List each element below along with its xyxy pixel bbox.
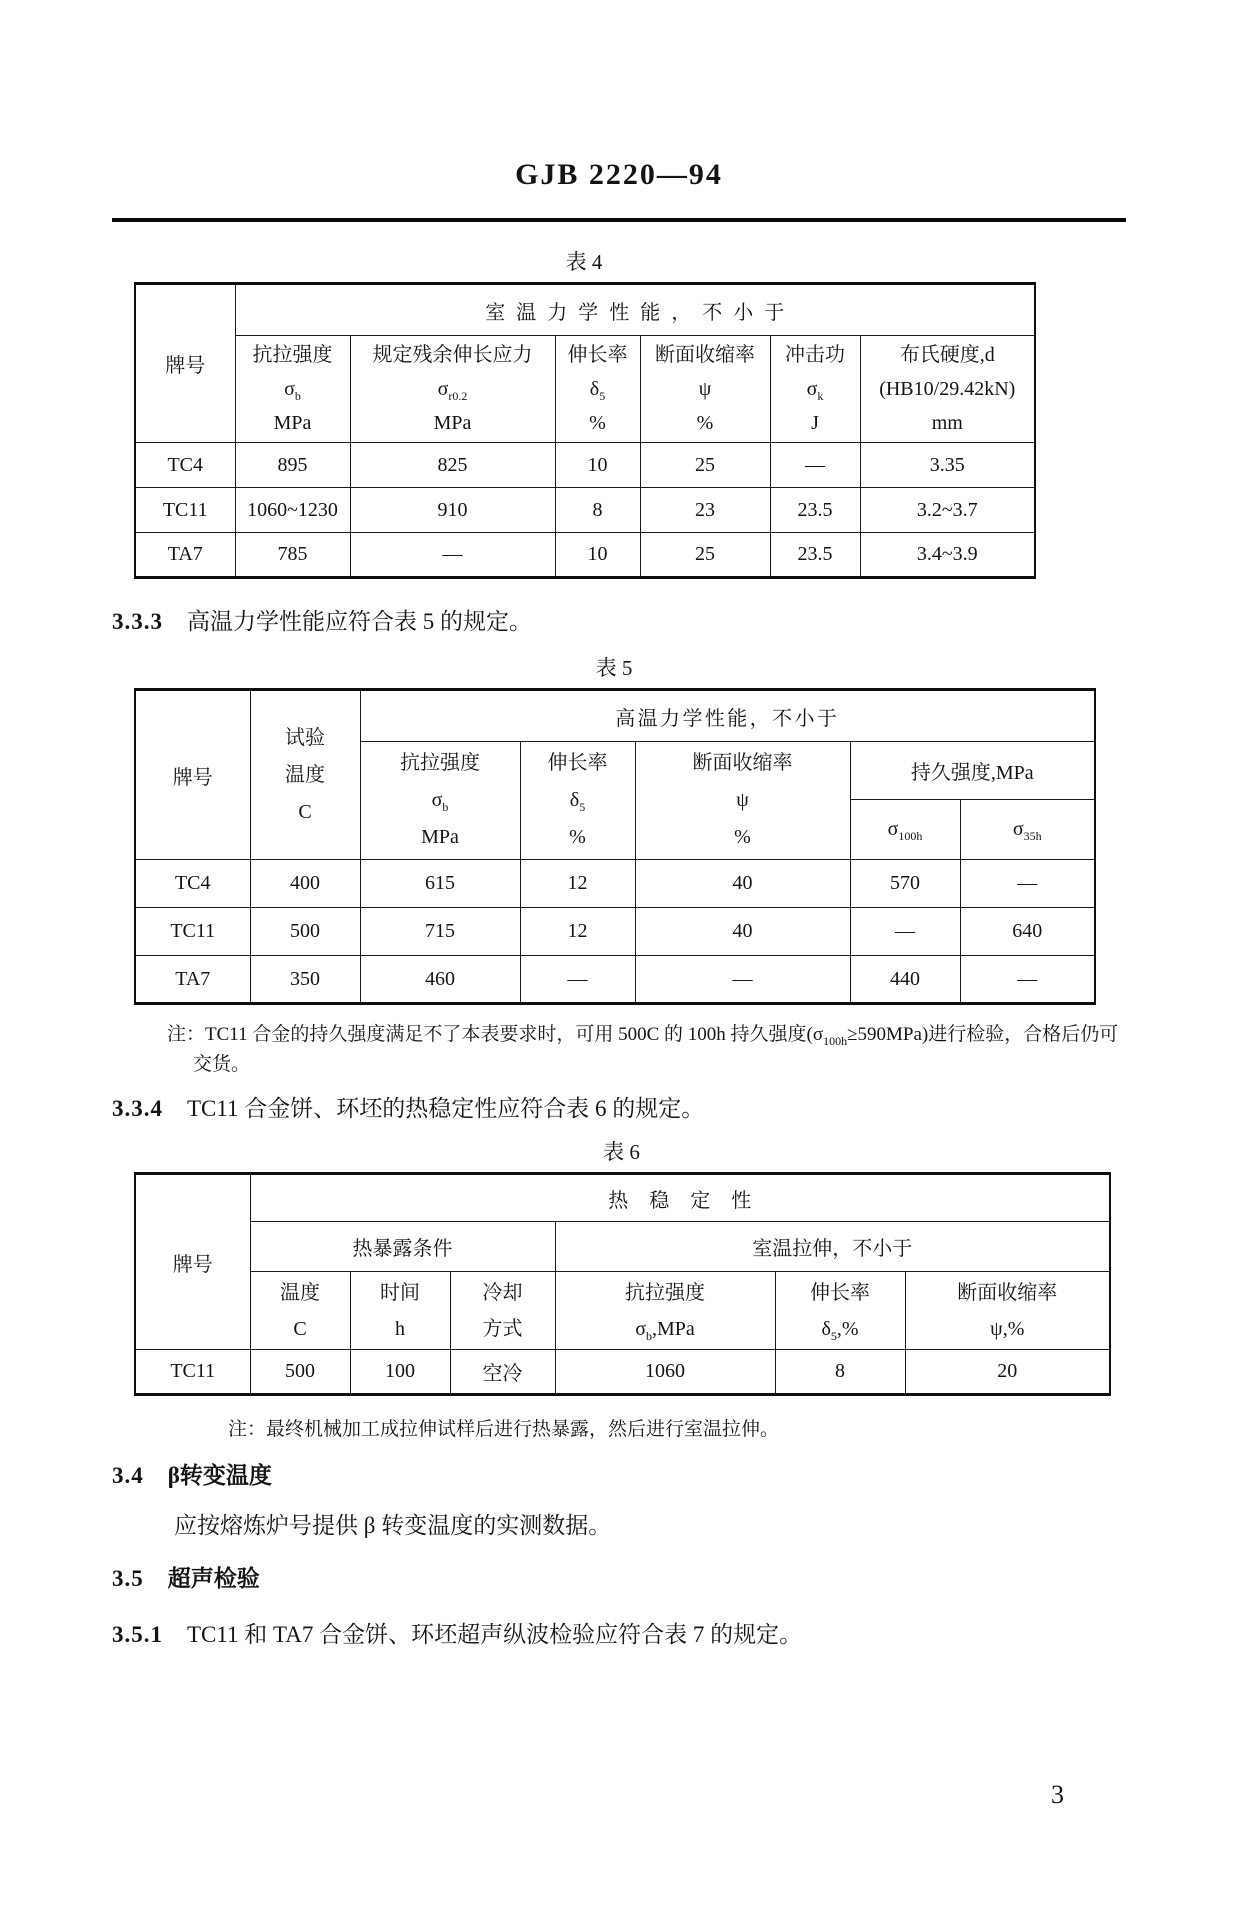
table5-span-header: 高温力学性能，不小于 [360, 690, 1095, 742]
section-3-5-1 [112, 1620, 1126, 1650]
table6-note: 注：最终机械加工成拉伸试样后进行热暴露，然后进行室温拉伸。 [228, 1419, 780, 1440]
section-number: 3.3.3 [112, 609, 163, 634]
table5-row-ta7: TA7 350 460 — — 440 — [135, 956, 1095, 1004]
header-rule [112, 218, 1126, 222]
table5-row-tc4: TC4 400 615 12 40 570 — [135, 860, 1095, 908]
table4-row-tc11: TC11 1060~1230 910 8 23 23.5 3.2~3.7 [135, 488, 1035, 533]
table5-note: 注：TC11 合金的持久强度满足不了本表要求时，可用 500C 的 100h 持久强度$(\sigma_{100h}\ge 590MPa)$进行检验，合格后仍可 交货。 [167, 1024, 1119, 1075]
section-text: 高温力学性能应符合表 5 的规定。 [187, 609, 532, 634]
section-3-5 [112, 1564, 1126, 1594]
table5-endurance-header: 持久强度,MPa [850, 742, 1095, 800]
table-5 [134, 688, 1096, 1005]
table6-col-cooling: 冷却 方式 [450, 1272, 555, 1350]
section-text: TC11 合金饼、环坯的热稳定性应符合表 6 的规定。 [187, 1096, 705, 1121]
section-3-3-4 [112, 1094, 1126, 1124]
table4-col-hardness: 布氏硬度,d (HB10/29.42kN) mm [860, 336, 1035, 443]
table5-col-sigma-100h: $\sigma_{100h}$ [850, 800, 960, 860]
table5-col-reduction: 断面收缩率 ψ % [635, 742, 850, 860]
table5-col-elongation: 伸长率 $\delta_5$ % [520, 742, 635, 860]
section-title: β转变温度 [167, 1463, 272, 1488]
section-text: TC11 和 TA7 合金饼、环坯超声纵波检验应符合表 7 的规定。 [187, 1622, 803, 1647]
table6-col-temperature: 温度 C [250, 1272, 350, 1350]
table5-caption: 表 5 [595, 656, 633, 680]
table6-col-elongation: 伸长率 $\delta_5,\%$ [775, 1272, 905, 1350]
table-4 [134, 282, 1036, 579]
table4-span-header: 室温力学性能，不小于 [235, 284, 1035, 336]
section-number: 3.5.1 [112, 1622, 163, 1647]
section-number: 3.3.4 [112, 1096, 163, 1121]
section-3-4-body: 应按熔炼炉号提供 β 转变温度的实测数据。 [174, 1513, 612, 1538]
table5-grade-header: 牌号 [135, 690, 250, 860]
table4-col-residual-stress: 规定残余伸长应力 $\sigma_{r0.2}$ MPa [350, 336, 555, 443]
table6-col-reduction: 断面收缩率 ψ,% [905, 1272, 1110, 1350]
table5-row-tc11: TC11 500 715 12 40 — 640 [135, 908, 1095, 956]
table4-col-elongation: 伸长率 $\delta_5$ % [555, 336, 640, 443]
table6-tension-header: 室温拉伸，不小于 [555, 1222, 1110, 1272]
table6-span-header: 热稳定性 [250, 1174, 1110, 1222]
section-title: 超声检验 [167, 1566, 260, 1591]
table4-col-tensile: 抗拉强度 $\sigma_b$ MPa [235, 336, 350, 443]
table-6 [134, 1172, 1111, 1396]
table4-col-impact: 冲击功 $\sigma_k$ J [770, 336, 860, 443]
section-number: 3.4 [112, 1463, 144, 1488]
document-page [0, 158, 1240, 1650]
table4-row-tc4: TC4 895 825 10 25 — 3.35 [135, 443, 1035, 488]
table4-grade-header: 牌号 [135, 284, 235, 443]
section-3-3-3 [112, 607, 1126, 637]
table6-caption: 表 6 [603, 1140, 640, 1164]
table5-temp-header: 试验 温度 C [250, 690, 360, 860]
table5-col-sigma-35h: $\sigma_{35h}$ [960, 800, 1095, 860]
table6-exposure-header: 热暴露条件 [250, 1222, 555, 1272]
table6-col-tensile: 抗拉强度 $\sigma_b,MPa$ [555, 1272, 775, 1350]
table4-row-ta7: TA7 785 — 10 25 23.5 3.4~3.9 [135, 533, 1035, 578]
table4-caption: 表 4 [565, 250, 603, 274]
section-number: 3.5 [112, 1566, 144, 1591]
section-3-4 [112, 1461, 1126, 1491]
table6-col-time: 时间 h [350, 1272, 450, 1350]
doc-number: GJB 2220—94 [515, 158, 723, 191]
table6-grade-header: 牌号 [135, 1174, 250, 1350]
table6-row-tc11: TC11 500 100 空冷 1060 8 20 [135, 1350, 1110, 1395]
table5-col-tensile: 抗拉强度 $\sigma_b$ MPa [360, 742, 520, 860]
table4-col-reduction: 断面收缩率 ψ % [640, 336, 770, 443]
page-number: 3 [1051, 1780, 1064, 1809]
